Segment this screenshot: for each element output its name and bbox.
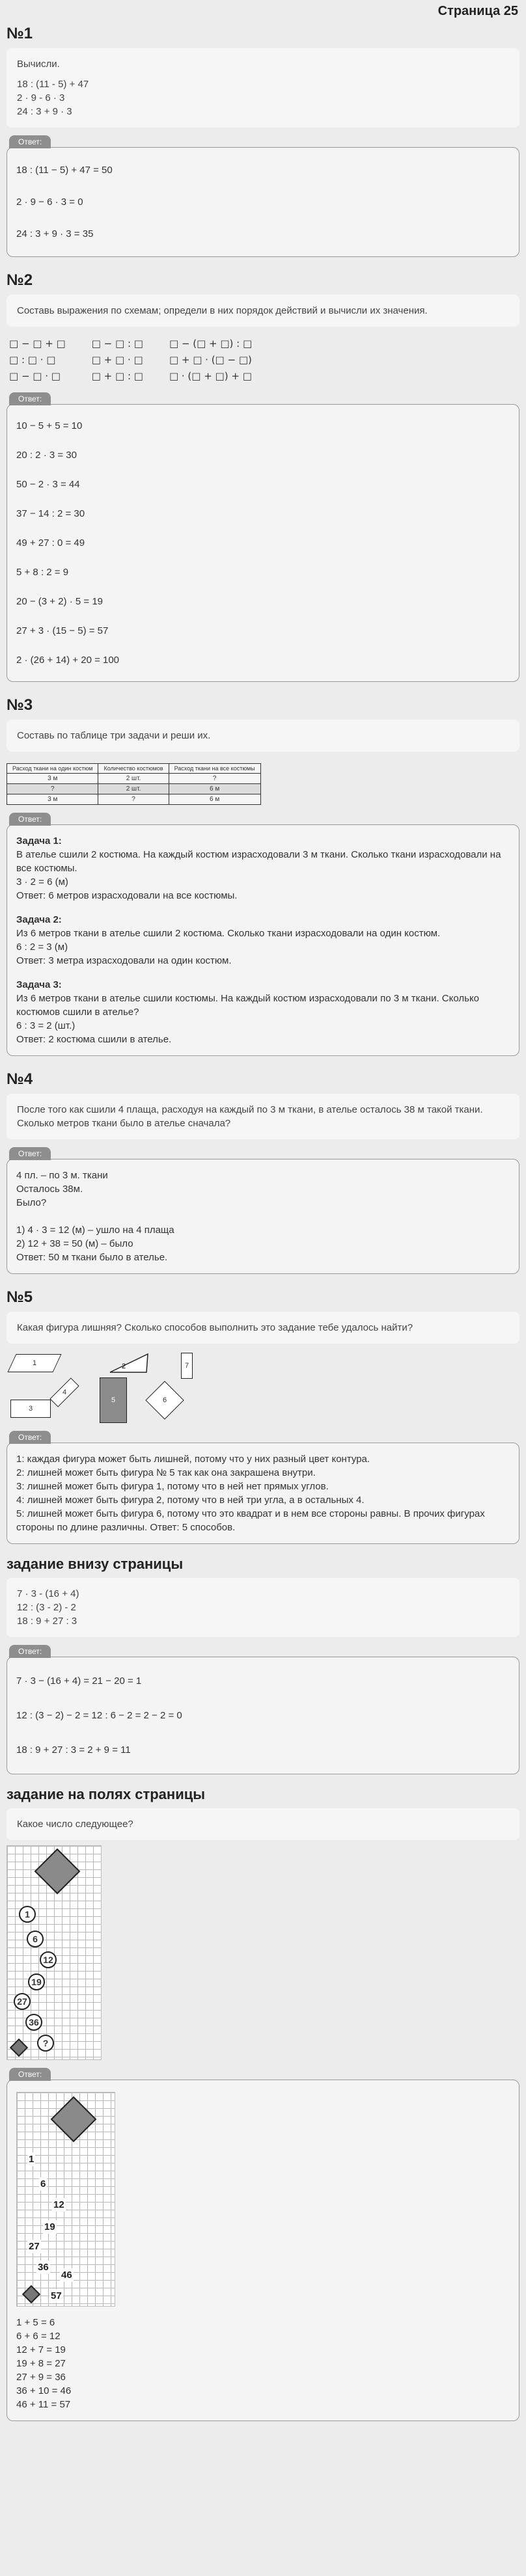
task-1-number: №1 — [7, 25, 33, 42]
task-6-question — [7, 1578, 519, 1637]
answer-line: 12 + 7 = 19 — [16, 2344, 66, 2355]
scheme: □ − □ · □ — [9, 370, 61, 382]
subtask-text: Ответ: 2 костюма сшили в ателье. — [16, 1034, 172, 1045]
table-cell: ? — [98, 794, 169, 805]
table-header: Расход ткани на все костюмы — [169, 764, 260, 774]
answer-tab: Ответ: — [9, 392, 51, 405]
task-2-answer-line: 10 − 5 + 5 = 10 — [16, 420, 83, 431]
task-6-expr: 7 · 3 - (16 + 4) — [17, 1588, 79, 1599]
shape-4-rectangle: 4 — [49, 1377, 79, 1407]
answer-line: 1 + 5 = 6 — [16, 2317, 55, 2328]
sequence-number: 1 — [29, 2154, 35, 2165]
scheme: □ : □ · □ — [9, 354, 56, 366]
answer-tab: Ответ: — [9, 1431, 51, 1444]
scheme: □ · (□ + □) + □ — [169, 370, 252, 382]
sequence-picture — [7, 1845, 102, 2060]
task-2-answer-line: 2 · (26 + 14) + 20 = 100 — [16, 655, 120, 666]
subtask-text: Из 6 метров ткани в ателье сшили костюмы. На каждый костюм израсходовали по 3 м ткани. Сколько костюмов сшили в ателье? — [16, 993, 480, 1018]
page-title: Страница 25 — [437, 4, 518, 18]
subtask-text: 3 · 2 = 6 (м) — [16, 876, 68, 888]
subtask-text: 6 : 3 = 2 (шт.) — [16, 1020, 76, 1031]
shape-1-parallelogram: 1 — [7, 1354, 61, 1372]
task-4-number: №4 — [7, 1070, 33, 1088]
subtask-title: Задача 1: — [16, 835, 62, 847]
scheme: □ − (□ + □) : □ — [169, 338, 253, 349]
task-2-answer-line: 20 : 2 · 3 = 30 — [16, 450, 77, 461]
task-4-prompt: После того как сшили 4 плаща, расходуя на каждый по 3 м ткани, в ателье осталось 38 м такой ткани. Сколько метров ткани было в ателье сначала? — [17, 1104, 483, 1129]
svg-text:2: 2 — [122, 1363, 126, 1370]
task-6-answer — [7, 1645, 519, 1774]
task-3-answer — [7, 813, 519, 1056]
task-3-prompt: Составь по таблице три задачи и реши их. — [17, 730, 211, 741]
task-1-expr: 18 : (11 - 5) + 47 — [17, 79, 89, 90]
table-cell: 6 м — [169, 784, 260, 794]
shape-3-rectangle: 3 — [10, 1400, 51, 1418]
task-2-prompt: Составь выражения по схемам; определи в них порядок действий и вычисли их значения. — [17, 305, 428, 316]
table-cell: 2 шт. — [98, 784, 169, 794]
subtask-text: Ответ: 3 метра израсходовали на один костюм. — [16, 955, 232, 966]
answer-line: 4: лишней может быть фигура 2, потому что в ней три угла, а в остальных 4. — [16, 1495, 365, 1506]
task-7-answer — [7, 2068, 519, 2421]
scheme: □ + □ · (□ − □) — [169, 354, 252, 366]
task-7-question — [7, 1808, 519, 1840]
sequence-number: 1 — [19, 1906, 36, 1923]
answer-line: 46 + 11 = 57 — [16, 2399, 71, 2410]
answer-line: 2: лишней может быть фигура № 5 так как она закрашена внутри. — [16, 1467, 316, 1478]
answer-tab: Ответ: — [9, 1147, 51, 1160]
table-cell: 3 м — [7, 774, 98, 784]
shape-2-triangle — [107, 1353, 149, 1374]
answer-line: 6 + 6 = 12 — [16, 2331, 61, 2342]
sequence-number: ? — [37, 2035, 54, 2052]
subtask-text: Из 6 метров ткани в ателье сшили 2 костюма. Сколько ткани израсходовали на один костюм. — [16, 928, 441, 939]
scheme: □ − □ + □ — [9, 338, 66, 349]
answer-line: Было? — [16, 1197, 47, 1208]
table-cell: ? — [169, 774, 260, 784]
task-2-question — [7, 295, 519, 327]
task-1-question — [7, 48, 519, 128]
answer-line: 1) 4 · 3 = 12 (м) – ушло на 4 плаща — [16, 1225, 174, 1236]
sequence-number: 6 — [40, 2178, 46, 2190]
task-2-answer-line: 27 + 3 · (15 − 5) = 57 — [16, 625, 109, 636]
task-2-schemes — [7, 336, 519, 385]
answer-line: 1: каждая фигура может быть лишней, потому что у них разный цвет контура. — [16, 1454, 370, 1465]
subtask-title: Задача 3: — [16, 979, 62, 990]
task-1-answer-line: 2 · 9 − 6 · 3 = 0 — [16, 197, 83, 208]
task-1-expr: 2 · 9 - 6 · 3 — [17, 92, 65, 103]
task-5-prompt: Какая фигура лишняя? Сколько способов выполнить это задание тебе удалось найти? — [17, 1322, 413, 1333]
task-6-expr: 18 : 9 + 27 : 3 — [17, 1616, 77, 1627]
task-2-answer-line: 37 − 14 : 2 = 30 — [16, 508, 85, 519]
task-6-title: задание внизу страницы — [7, 1556, 184, 1572]
shape-7-rectangle: 7 — [181, 1353, 193, 1379]
subtask-text: 6 : 2 = 3 (м) — [16, 942, 68, 953]
task-4-question — [7, 1094, 519, 1139]
answer-line: 2) 12 + 38 = 50 (м) – было — [16, 1238, 133, 1249]
table-cell: 6 м — [169, 794, 260, 805]
sequence-number: 57 — [51, 2290, 62, 2301]
table-cell: 2 шт. — [98, 774, 169, 784]
task-1-expr: 24 : 3 + 9 · 3 — [17, 106, 72, 117]
sequence-number: 27 — [14, 1993, 31, 2010]
task-6-answer-line: 12 : (3 − 2) − 2 = 12 : 6 − 2 = 2 − 2 = 0 — [16, 1710, 182, 1721]
sequence-number: 46 — [61, 2270, 72, 2281]
table-header: Количество костюмов — [98, 764, 169, 774]
task-3-table — [7, 763, 261, 805]
sequence-number: 12 — [40, 1951, 57, 1968]
task-6-answer-line: 7 · 3 − (16 + 4) = 21 − 20 = 1 — [16, 1675, 142, 1687]
answer-line: Ответ: 50 м ткани было в ателье. — [16, 1252, 168, 1263]
task-7-title: задание на полях страницы — [7, 1786, 206, 1802]
answer-line: Осталось 38м. — [16, 1184, 83, 1195]
task-3-number: №3 — [7, 696, 33, 714]
shape-5-rectangle: 5 — [100, 1377, 127, 1423]
sequence-number: 27 — [29, 2241, 40, 2252]
sequence-answer-picture — [16, 2092, 115, 2307]
answer-line: 19 + 8 = 27 — [16, 2358, 66, 2369]
kite-icon — [35, 1849, 81, 1895]
task-2-answer-line: 5 + 8 : 2 = 9 — [16, 567, 69, 578]
task-4-answer — [7, 1147, 519, 1274]
task-3-question — [7, 720, 519, 752]
task-1-answer-line: 18 : (11 − 5) + 47 = 50 — [16, 165, 113, 176]
sequence-number: 36 — [25, 2014, 42, 2031]
answer-tab: Ответ: — [9, 813, 51, 826]
task-5-shapes — [7, 1350, 519, 1423]
task-2-number: №2 — [7, 271, 33, 289]
table-cell: 3 м — [7, 794, 98, 805]
task-2-answer-line: 20 − (3 + 2) · 5 = 19 — [16, 596, 104, 607]
task-1-answer-line: 24 : 3 + 9 · 3 = 35 — [16, 228, 94, 239]
bow-icon — [10, 2039, 28, 2057]
answer-line: 4 пл. – по 3 м. ткани — [16, 1170, 108, 1181]
scheme: □ − □ : □ — [91, 338, 143, 349]
task-2-answer-line: 49 + 27 : 0 = 49 — [16, 537, 85, 549]
sequence-number: 19 — [44, 2221, 55, 2232]
answer-line: 5: лишней может быть фигура 6, потому что это квадрат и в нем все стороны равны. В прочих фигурах стороны по длине различны. Ответ: 5 способов. — [16, 1508, 485, 1533]
task-5-number: №5 — [7, 1288, 33, 1306]
sequence-number: 12 — [53, 2199, 64, 2210]
scheme: □ + □ · □ — [91, 354, 143, 366]
answer-line: 36 + 10 = 46 — [16, 2385, 72, 2396]
task-6-answer-line: 18 : 9 + 27 : 3 = 2 + 9 = 11 — [16, 1744, 131, 1756]
task-2-answer — [7, 392, 519, 682]
answer-line: 27 + 9 = 36 — [16, 2372, 66, 2383]
task-1-prompt: Вычисли. — [17, 59, 60, 70]
kite-icon — [51, 2096, 97, 2143]
task-5-answer — [7, 1431, 519, 1544]
bow-icon — [22, 2285, 40, 2303]
sequence-number: 36 — [38, 2262, 49, 2273]
shape-6-square: 6 — [145, 1381, 184, 1419]
table-cell: ? — [7, 784, 98, 794]
task-7-prompt: Какое число следующее? — [17, 1819, 133, 1830]
task-2-answer-line: 50 − 2 · 3 = 44 — [16, 479, 80, 490]
subtask-text: В ателье сшили 2 костюма. На каждый костюм израсходовали 3 м ткани. Сколько ткани израсходовали на все костюмы. — [16, 849, 501, 874]
answer-line: 3: лишней может быть фигура 1, потому что в ней нет прямых углов. — [16, 1481, 329, 1492]
answer-tab: Ответ: — [9, 1645, 51, 1658]
subtask-title: Задача 2: — [16, 914, 62, 925]
task-1-answer — [7, 135, 519, 257]
answer-tab: Ответ: — [9, 2068, 51, 2081]
subtask-text: Ответ: 6 метров израсходовали на все костюмы. — [16, 890, 238, 901]
sequence-number: 19 — [28, 1973, 45, 1990]
table-header: Расход ткани на один костюм — [7, 764, 98, 774]
task-5-question — [7, 1312, 519, 1344]
sequence-number: 6 — [27, 1931, 44, 1947]
scheme: □ + □ : □ — [91, 370, 143, 382]
answer-tab: Ответ: — [9, 135, 51, 148]
task-6-expr: 12 : (3 - 2) - 2 — [17, 1602, 76, 1613]
